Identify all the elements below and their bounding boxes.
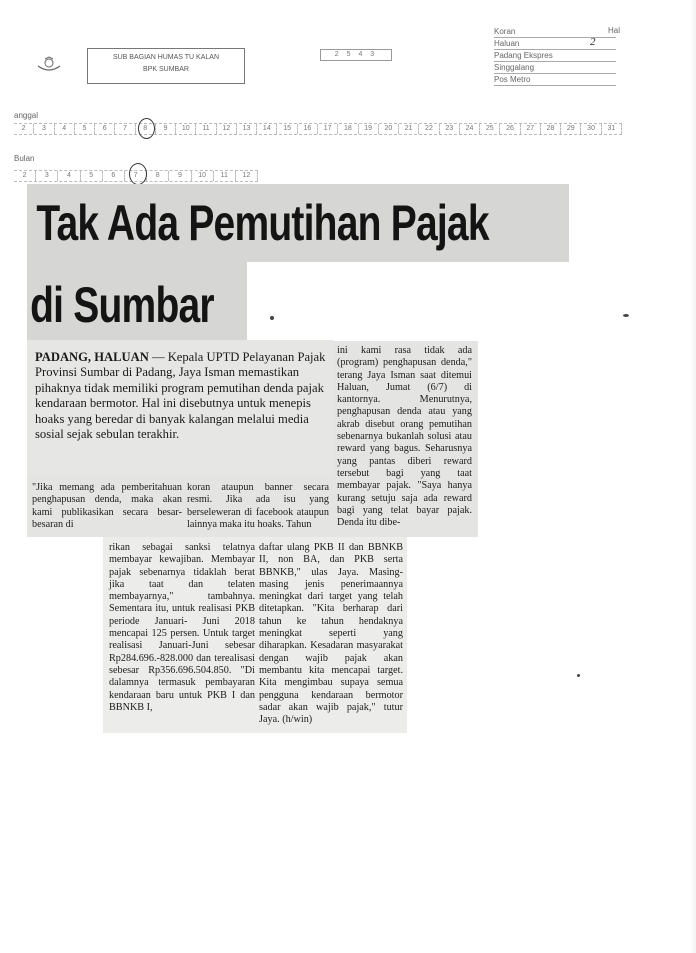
- row-number: 30: [581, 124, 601, 134]
- row-number: 21: [399, 124, 419, 134]
- source-label: Haluan: [494, 39, 520, 48]
- row-number: 23: [440, 124, 460, 134]
- office-stamp: [87, 48, 245, 84]
- row-number: 9: [156, 124, 176, 134]
- row-number: 20: [379, 124, 399, 134]
- source-row-padang-ekspres: [494, 50, 616, 62]
- stamp-line-2: BPK SUMBAR: [143, 66, 189, 73]
- lead-paragraph: [27, 340, 334, 442]
- source-row-pos-metro: [494, 74, 616, 86]
- lead-text: — Kepala UPTD Pelayanan Pajak Provinsi Sumbar di Padang, Jaya Isman memastikan pihaknya tidak memiliki program pemutihan denda pajak kendaraan bermotor. Hal ini disebutnya untuk menepis hoaks yang beredar di banyak kalangan melalui media sosial sejak sebulan terakhir.: [35, 350, 326, 442]
- row-number: 8: [136, 124, 156, 134]
- headline-block-2: [27, 262, 247, 342]
- row-number: 11: [214, 171, 236, 181]
- row-number: 13: [237, 124, 257, 134]
- source-label: Padang Ekspres: [494, 51, 553, 60]
- continuation-column-2: daftar ulang PKB II dan BBNKB II, non BA, dan PKB serta BBNKB," ulas Jaya. Masing-masing jenis penerimaannya meningkat dari target yang telah ditetapkan. "Kita berharap dari tahun ke tahun hendaknya meningkat seperti yang diharapkan. Kesadaran masyarakat dengan wajib pajak akan membantu kita mencapai target. Kita mengimbau supaya semua pengguna kendaraan bermotor sadar akan wajib pajak," tutur Jaya. (h/win): [259, 542, 403, 726]
- article-right-column: [333, 341, 478, 537]
- row-number: 14: [257, 124, 277, 134]
- bulan-label: Bulan: [14, 154, 35, 163]
- headline-block-1: [27, 184, 569, 262]
- row-number: 3: [34, 124, 54, 134]
- headline-line-2: di Sumbar: [30, 277, 214, 333]
- row-number: 10: [176, 124, 196, 134]
- row-number: 2: [14, 124, 34, 134]
- source-table: [494, 26, 620, 86]
- row-number: 25: [480, 124, 500, 134]
- row-number: 7: [125, 171, 147, 181]
- right-column-text: ini kami rasa tidak ada (program) penghapusan denda," terang Jaya Isman saat ditemui Haluan, Jumat (6/7) di kantornya. Menurutnya, penghapusan denda atau yang akrab disebut orang pemutihan sebenarnya bukanlah solusi atau reward yang bagus. Seharusnya yang pantas diberi reward tersebut bagi yang taat membayar pajak. "Saya hanya kurang setuju saja ada reward bagi yang telat bayar pajak. Denda itu dibe-: [337, 345, 472, 529]
- selected-day-circle: [138, 118, 155, 139]
- source-row-koran: [494, 26, 620, 38]
- row-number: 5: [81, 171, 103, 181]
- row-number: 2: [14, 171, 36, 181]
- row-number: 3: [36, 171, 58, 181]
- row-number: 11: [196, 124, 216, 134]
- row-number: 16: [298, 124, 318, 134]
- selected-month-circle: [129, 163, 147, 185]
- row-number: 19: [359, 124, 379, 134]
- article-continuation: [103, 537, 407, 733]
- lower-column-2: koran ataupun banner secara resmi. Jika ada isu yang berseleweran di facebook ataupun lainnya maka itu hoaks. Tahun: [187, 482, 329, 530]
- hal-label: Hal: [607, 26, 620, 35]
- row-number: 24: [460, 124, 480, 134]
- row-number: 4: [58, 171, 80, 181]
- row-number: 17: [318, 124, 338, 134]
- row-number: 29: [561, 124, 581, 134]
- row-number: 10: [192, 171, 214, 181]
- row-number: 6: [103, 171, 125, 181]
- dateline: PADANG, HALUAN: [35, 350, 149, 364]
- row-number: 26: [500, 124, 520, 134]
- speck: [577, 674, 580, 677]
- speck: [270, 316, 274, 320]
- row-number: 8: [147, 171, 169, 181]
- row-number: 5: [75, 124, 95, 134]
- lower-column-1: "Jika memang ada pemberitahuan penghapusan denda, maka akan kami publikasikan secara besar-besaran di: [32, 482, 182, 530]
- row-number: 27: [521, 124, 541, 134]
- row-number: 18: [338, 124, 358, 134]
- continuation-column-1: rikan sebagai sanksi telatnya membayar kewajiban. Membayar pajak sebenarnya tidaklah berat jika taat dan telaten membayarnya," tambahnya. Sementara itu, untuk realisasi PKB periode Januari- Juni 2018 mencapai 125 persen. Untuk target realisasi Januari-Juni sebesar Rp284.696.-828.000 dan terealisasi sebesar Rp356.696.504.850. "Di dalamnya termasuk pembayaran kendaraan baru untuk PKB I dan BBNKB I,: [109, 542, 255, 713]
- row-number: 28: [541, 124, 561, 134]
- row-number: 12: [236, 171, 258, 181]
- article-lower-columns: [27, 475, 333, 537]
- source-label: Pos Metro: [494, 75, 531, 84]
- bpk-logo-icon: [36, 56, 62, 74]
- source-label: Koran: [494, 27, 516, 36]
- day-number-row: [14, 123, 622, 135]
- row-number: 22: [419, 124, 439, 134]
- stamp-ribbon: 2 5 4 3: [320, 49, 392, 61]
- row-number: 7: [115, 124, 135, 134]
- tanggal-label: anggal: [14, 111, 39, 120]
- row-number: 31: [602, 124, 622, 134]
- headline-line-1: Tak Ada Pemutihan Pajak: [36, 195, 489, 251]
- row-number: 6: [95, 124, 115, 134]
- stamp-line-1: SUB BAGIAN HUMAS TU KALAN: [112, 54, 220, 61]
- source-row-haluan: [494, 38, 616, 50]
- row-number: 9: [169, 171, 191, 181]
- speck: [623, 314, 629, 317]
- page-mark: 2: [590, 36, 596, 48]
- source-row-singgalang: [494, 62, 616, 74]
- article-lead: [27, 340, 334, 475]
- row-number: 12: [217, 124, 237, 134]
- row-number: 4: [55, 124, 75, 134]
- row-number: 15: [277, 124, 297, 134]
- source-label: Singgalang: [494, 63, 535, 72]
- page-edge-shadow: [690, 0, 696, 953]
